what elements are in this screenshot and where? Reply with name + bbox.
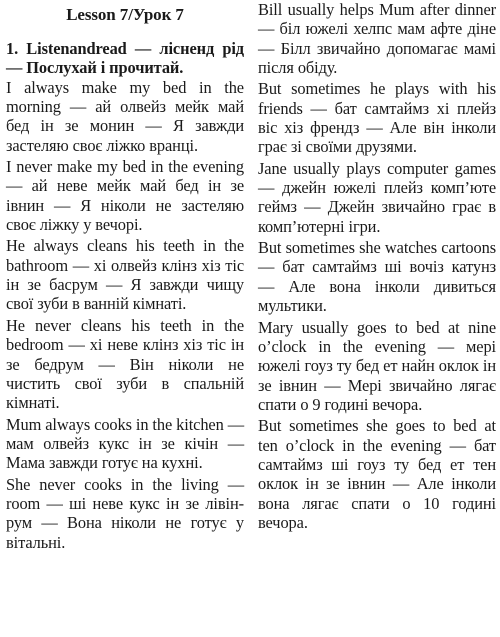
paragraph-jane-cartoons: But sometimes she watches cartoons — бат самтаймз ші вочіз катунз — Але вона інколи дивиться мультики. (258, 238, 496, 316)
paragraph-evening-bed: I never make my bed in the evening — ай неве мейк май бед ін зе івнин — Я ніколи не застеляю своє ліжку у вечорі. (6, 157, 244, 235)
paragraph-teeth-bedroom: He never cleans his teeth in the bedroom — хі неве клінз хіз тіс ін зе бедрум — Він ніколи не чистить свої зуби в спальній кімнаті. (6, 315, 244, 413)
paragraph-mum-kitchen: Mum always cooks in the kitchen — мам олвейз кукс ін зе кічін — Мама завжди готує на кухні. (6, 414, 244, 473)
task-instruction (6, 39, 244, 78)
paragraph-bill-friends: But sometimes he plays with his friends — бат самтаймз хі плейз віс хіз френдз — Але він інколи грає зі своїми друзями. (258, 79, 496, 157)
paragraph-teeth-bathroom: He always cleans his teeth in the bathroom — хі олвейз клінз хіз тіс ін зе басрум — Я завжди чищу свої зуби в ванній кімнаті. (6, 236, 244, 314)
lesson-title: Lesson 7/Урок 7 (66, 5, 184, 24)
paragraph-bill-helps: Bill usually helps Mum after dinner — біл южелі хелпс мам афте діне — Білл звичайно допомагає мамі після обіду. (258, 0, 496, 78)
left-column (6, 0, 244, 554)
paragraph-morning-bed: I always make my bed in the morning — ай олвейз мейк май бед ін зе монин — Я завжди застеляю своє ліжко вранці. (6, 77, 244, 155)
right-column (258, 0, 496, 534)
paragraph-mary-ten: But sometimes she goes to bed at ten o’clock in the evening — бат самтаймз ші гоуз ту бед ет тен оклок ін зе івнин — Але інколи вона лягає спати о 10 годині вечора. (258, 416, 496, 532)
task-number: 1. (6, 39, 19, 58)
task-text: Listenandread — лісненд рід — Послухай і прочитай. (6, 39, 244, 78)
paragraph-living-room: She never cooks in the living — room — ші неве кукс ін зе лівін-рум — Вона ніколи не готує у вітальні. (6, 474, 244, 552)
paragraph-jane-games: Jane usually plays computer games — джейн южелі плейз комп’юте геймз — Джейн звичайно грає в комп’ютерні ігри. (258, 158, 496, 236)
paragraph-mary-nine: Mary usually goes to bed at nine o’clock in the evening — мері южелі гоуз ту бед ет найн оклок ін зе івнин — Мері звичайно лягає спати о 9 годині вечора. (258, 317, 496, 414)
